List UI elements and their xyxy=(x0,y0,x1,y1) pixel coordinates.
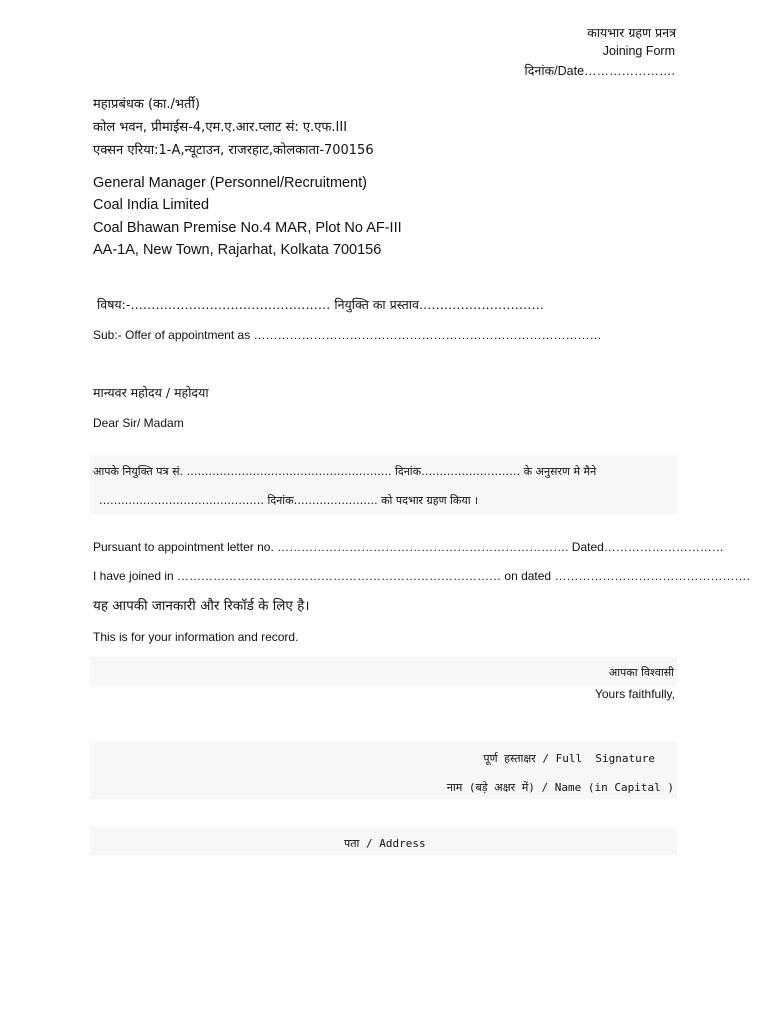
form-title-hindi: कायभार ग्रहण प्रनत्र xyxy=(587,25,676,40)
subject-english: Sub:- Offer of appointment as …………………………………………………………………………… xyxy=(93,328,602,342)
addressee-en-line-4: AA-1A, New Town, Rajarhat, Kolkata 700156 xyxy=(93,242,382,258)
date-field: दिनांक/Date…………………. xyxy=(524,64,675,78)
addressee-hi-line-2: कोल भवन, प्रीमाईस-4,एम.ए.आर.प्लाट सं: ए.एफ.III xyxy=(93,120,348,135)
addressee-en-line-2: Coal India Limited xyxy=(93,197,210,213)
subject-hindi: विषय:-………………………………………… नियुक्ति का प्रस्ताव………………………… xyxy=(97,297,544,312)
salutation-hindi: मान्यवर महोदय / महोदया xyxy=(93,385,209,400)
full-signature-label: पूर्ण हस्ताक्षर / Full Signature xyxy=(483,752,655,765)
addressee-hi-line-1: महाप्रबंधक (का./भर्ती) xyxy=(93,97,200,112)
info-hindi: यह आपकी जानकारी और रिकॉर्ड के लिए है। xyxy=(93,598,310,614)
closing-hindi: आपका विश्वासी xyxy=(608,666,674,679)
addressee-en-line-3: Coal Bhawan Premise No.4 MAR, Plot No AF-III xyxy=(93,220,402,236)
info-english: This is for your information and record. xyxy=(93,630,299,644)
closing-block xyxy=(90,657,677,686)
signature-block xyxy=(90,741,677,799)
addressee-hi-line-3: एक्सन एरिया:1-A,न्यूटाउन, राजरहाट,कोलकाता-700156 xyxy=(93,143,374,158)
address-block xyxy=(90,827,677,855)
form-title-english: Joining Form xyxy=(602,44,675,58)
body-english-line-2: I have joined in ……………………………………………………………………… on dated …………………………………………. xyxy=(93,569,750,583)
salutation-english: Dear Sir/ Madam xyxy=(93,416,184,430)
name-capital-label: नाम (बड़े अक्षर में) / Name (in Capital ) xyxy=(446,781,674,794)
address-label: पता / Address xyxy=(344,837,426,850)
closing-english: Yours faithfully, xyxy=(594,687,675,701)
body-hindi-line-2: ……………………………………… दिनांक………………….. को पदभार ग्रहण किया । xyxy=(99,494,479,507)
addressee-en-line-1: General Manager (Personnel/Recruitment) xyxy=(93,175,368,191)
body-hindi-line-1: आपके नियुक्ति पत्र सं. ……………………………………………….. दिनांक……………………… के अनुसरण मे मैने xyxy=(93,465,597,478)
body-english-line-1: Pursuant to appointment letter no. ………………………………………………………………. Dated………………………… xyxy=(93,540,724,554)
hindi-body-block xyxy=(90,455,677,514)
